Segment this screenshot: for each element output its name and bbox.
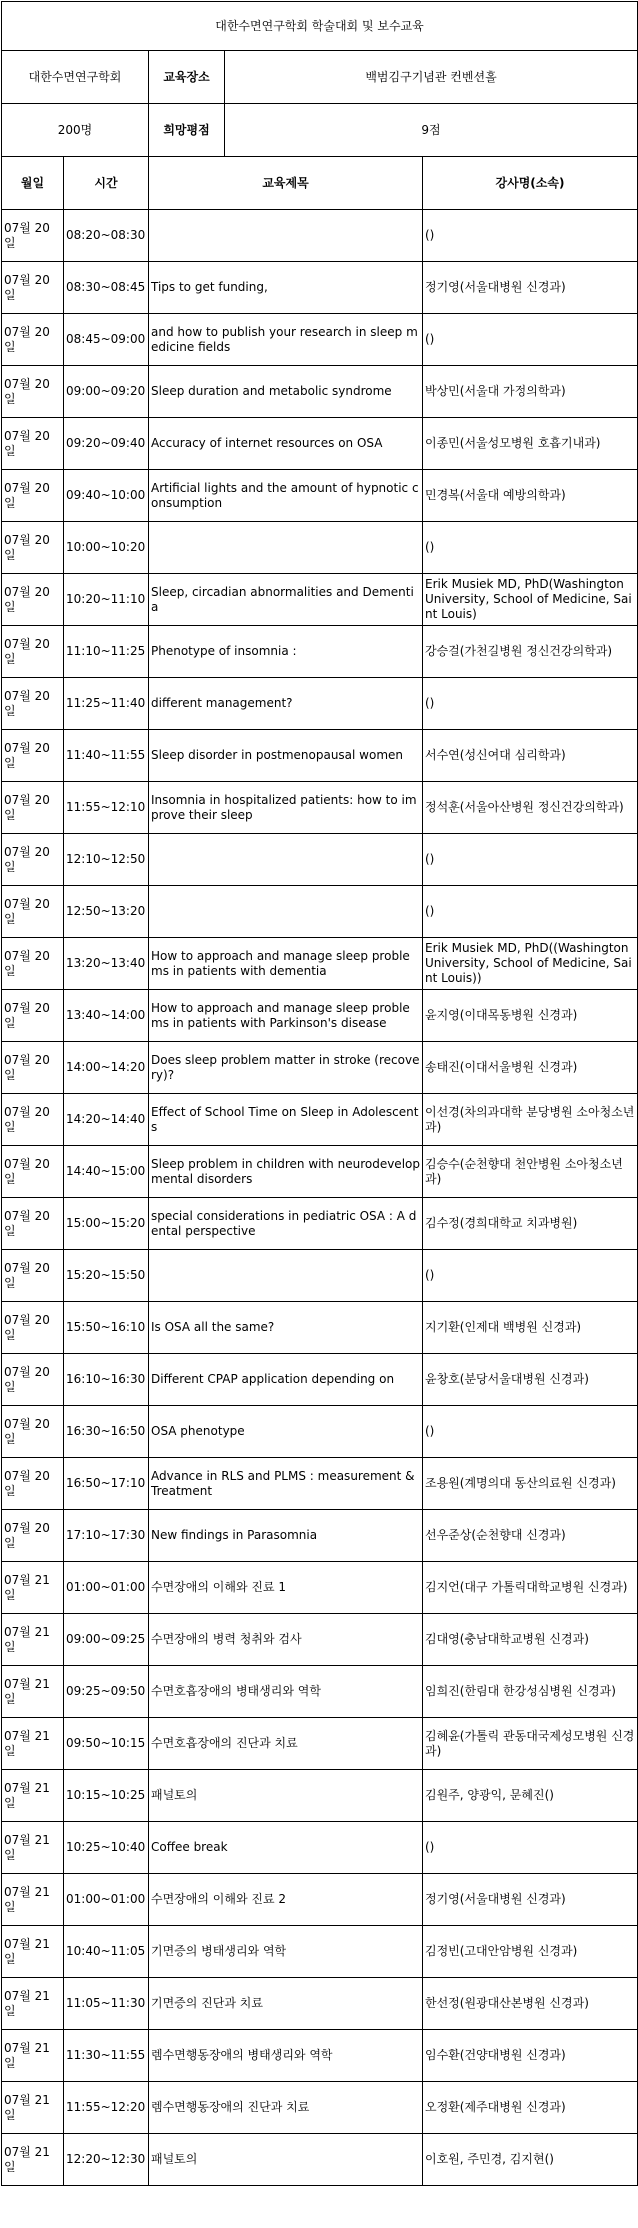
table-row — [2, 470, 638, 522]
row-time: 16:50~17:10 — [64, 1458, 149, 1510]
row-time: 11:10~11:25 — [64, 626, 149, 678]
table-row — [2, 678, 638, 730]
row-speaker: () — [423, 886, 638, 938]
row-date: 07월 20일 — [2, 678, 64, 730]
row-date: 07월 21일 — [2, 1770, 64, 1822]
row-speaker: 김정빈(고대안암병원 신경과) — [423, 1926, 638, 1978]
table-row — [2, 1354, 638, 1406]
row-date: 07월 20일 — [2, 1094, 64, 1146]
page-title: 대한수면연구학회 학술대회 및 보수교육 — [2, 2, 638, 51]
row-speaker: 정석훈(서울아산병원 정신건강의학과) — [423, 782, 638, 834]
row-speaker: 김지언(대구 가톨릭대학교병원 신경과) — [423, 1562, 638, 1614]
row-topic: Insomnia in hospitalized patients: how to improve their sleep — [149, 782, 423, 834]
table-row — [2, 626, 638, 678]
row-date: 07월 20일 — [2, 938, 64, 990]
row-time: 12:20~12:30 — [64, 2134, 149, 2186]
row-date: 07월 21일 — [2, 1718, 64, 1770]
row-topic: Sleep, circadian abnormalities and Dementia — [149, 574, 423, 626]
row-date: 07월 20일 — [2, 470, 64, 522]
table-row — [2, 782, 638, 834]
table-row — [2, 262, 638, 314]
table-row — [2, 314, 638, 366]
row-topic: special considerations in pediatric OSA : A dental perspective — [149, 1198, 423, 1250]
row-time: 14:00~14:20 — [64, 1042, 149, 1094]
row-speaker: 강승걸(가천길병원 정신건강의학과) — [423, 626, 638, 678]
row-time: 10:25~10:40 — [64, 1822, 149, 1874]
row-time: 11:55~12:10 — [64, 782, 149, 834]
row-speaker: () — [423, 678, 638, 730]
row-speaker: 김원주, 양광익, 문혜진() — [423, 1770, 638, 1822]
row-speaker: () — [423, 1250, 638, 1302]
row-time: 01:00~01:00 — [64, 1874, 149, 1926]
row-topic: Is OSA all the same? — [149, 1302, 423, 1354]
row-date: 07월 20일 — [2, 834, 64, 886]
venue-label: 교육장소 — [149, 51, 225, 104]
row-topic: Phenotype of insomnia : — [149, 626, 423, 678]
row-speaker: () — [423, 834, 638, 886]
row-speaker: 김대영(충남대학교병원 신경과) — [423, 1614, 638, 1666]
row-topic — [149, 522, 423, 574]
row-date: 07월 21일 — [2, 1978, 64, 2030]
row-time: 09:40~10:00 — [64, 470, 149, 522]
table-row — [2, 1926, 638, 1978]
row-time: 15:00~15:20 — [64, 1198, 149, 1250]
row-date: 07월 20일 — [2, 314, 64, 366]
row-date: 07월 20일 — [2, 1458, 64, 1510]
row-time: 14:40~15:00 — [64, 1146, 149, 1198]
row-time: 11:55~12:20 — [64, 2082, 149, 2134]
table-row — [2, 1562, 638, 1614]
row-speaker: 임수환(건양대병원 신경과) — [423, 2030, 638, 2082]
table-row — [2, 1718, 638, 1770]
row-speaker: 선우준상(순천향대 신경과) — [423, 1510, 638, 1562]
row-date: 07월 21일 — [2, 2134, 64, 2186]
row-time: 09:20~09:40 — [64, 418, 149, 470]
table-row — [2, 1094, 638, 1146]
row-date: 07월 21일 — [2, 1614, 64, 1666]
table-row — [2, 1198, 638, 1250]
table-row — [2, 1978, 638, 2030]
table-row — [2, 1042, 638, 1094]
row-topic — [149, 886, 423, 938]
schedule-table-body — [2, 2, 638, 2186]
row-time: 10:00~10:20 — [64, 522, 149, 574]
row-topic: 패널토의 — [149, 2134, 423, 2186]
header-row — [2, 157, 638, 210]
table-row — [2, 1822, 638, 1874]
table-row — [2, 2134, 638, 2186]
table-row — [2, 210, 638, 262]
header-speaker: 강사명(소속) — [423, 157, 638, 210]
row-speaker: Erik Musiek MD, PhD(Washington University, School of Medicine, Saint Louis) — [423, 574, 638, 626]
row-speaker: 윤지영(이대목동병원 신경과) — [423, 990, 638, 1042]
row-topic — [149, 834, 423, 886]
row-speaker: () — [423, 1822, 638, 1874]
row-speaker: () — [423, 314, 638, 366]
row-time: 09:00~09:20 — [64, 366, 149, 418]
table-row — [2, 886, 638, 938]
row-time: 08:45~09:00 — [64, 314, 149, 366]
row-topic: Coffee break — [149, 1822, 423, 1874]
row-time: 17:10~17:30 — [64, 1510, 149, 1562]
row-speaker: Erik Musiek MD, PhD((Washington University, School of Medicine, Saint Louis)) — [423, 938, 638, 990]
table-row — [2, 1458, 638, 1510]
row-speaker: 지기환(인제대 백병원 신경과) — [423, 1302, 638, 1354]
row-topic: New findings in Parasomnia — [149, 1510, 423, 1562]
table-row — [2, 1406, 638, 1458]
table-row — [2, 1874, 638, 1926]
table-row — [2, 730, 638, 782]
row-speaker: 정기영(서울대병원 신경과) — [423, 1874, 638, 1926]
row-time: 11:25~11:40 — [64, 678, 149, 730]
row-topic: 기면증의 병태생리와 역학 — [149, 1926, 423, 1978]
header-topic: 교육제목 — [149, 157, 423, 210]
table-row — [2, 938, 638, 990]
header-time: 시간 — [64, 157, 149, 210]
row-topic: 기면증의 진단과 치료 — [149, 1978, 423, 2030]
row-date: 07월 21일 — [2, 1874, 64, 1926]
table-row — [2, 1770, 638, 1822]
row-topic: and how to publish your research in sleep medicine fields — [149, 314, 423, 366]
info-row-capacity — [2, 104, 638, 157]
table-row — [2, 834, 638, 886]
row-topic: 수면호흡장애의 진단과 치료 — [149, 1718, 423, 1770]
row-speaker: 김승수(순천향대 천안병원 소아청소년과) — [423, 1146, 638, 1198]
row-date: 07월 20일 — [2, 1146, 64, 1198]
table-row — [2, 418, 638, 470]
row-time: 10:20~11:10 — [64, 574, 149, 626]
row-topic: Does sleep problem matter in stroke (recovery)? — [149, 1042, 423, 1094]
row-speaker: 이선경(차의과대학 분당병원 소아청소년과) — [423, 1094, 638, 1146]
row-date: 07월 20일 — [2, 626, 64, 678]
row-time: 11:30~11:55 — [64, 2030, 149, 2082]
row-topic: Sleep duration and metabolic syndrome — [149, 366, 423, 418]
points-value: 9점 — [225, 104, 638, 157]
table-row — [2, 1250, 638, 1302]
schedule-table — [1, 1, 638, 2186]
row-topic: Tips to get funding, — [149, 262, 423, 314]
row-time: 16:30~16:50 — [64, 1406, 149, 1458]
row-topic: 수면장애의 이해와 진료 1 — [149, 1562, 423, 1614]
table-row — [2, 366, 638, 418]
row-speaker: 이호원, 주민경, 김지현() — [423, 2134, 638, 2186]
row-speaker: 한선정(원광대산본병원 신경과) — [423, 1978, 638, 2030]
row-date: 07월 20일 — [2, 1198, 64, 1250]
row-speaker: 윤창호(분당서울대병원 신경과) — [423, 1354, 638, 1406]
table-row — [2, 2082, 638, 2134]
table-row — [2, 990, 638, 1042]
row-topic: 렘수면행동장애의 진단과 치료 — [149, 2082, 423, 2134]
row-speaker: 김수정(경희대학교 치과병원) — [423, 1198, 638, 1250]
header-date: 월일 — [2, 157, 64, 210]
row-topic: Advance in RLS and PLMS : measurement & Treatment — [149, 1458, 423, 1510]
row-date: 07월 21일 — [2, 2082, 64, 2134]
organizer-name: 대한수면연구학회 — [2, 51, 149, 104]
row-time: 08:30~08:45 — [64, 262, 149, 314]
table-row — [2, 2030, 638, 2082]
row-date: 07월 20일 — [2, 1250, 64, 1302]
row-topic: How to approach and manage sleep problems in patients with dementia — [149, 938, 423, 990]
row-date: 07월 20일 — [2, 366, 64, 418]
row-time: 12:50~13:20 — [64, 886, 149, 938]
row-date: 07월 20일 — [2, 418, 64, 470]
row-topic: different management? — [149, 678, 423, 730]
row-date: 07월 20일 — [2, 262, 64, 314]
row-date: 07월 20일 — [2, 1354, 64, 1406]
row-date: 07월 20일 — [2, 730, 64, 782]
row-topic: Artificial lights and the amount of hypnotic consumption — [149, 470, 423, 522]
capacity-value: 200명 — [2, 104, 149, 157]
row-time: 12:10~12:50 — [64, 834, 149, 886]
row-time: 13:40~14:00 — [64, 990, 149, 1042]
row-topic: OSA phenotype — [149, 1406, 423, 1458]
row-topic: How to approach and manage sleep problems in patients with Parkinson's disease — [149, 990, 423, 1042]
venue-value: 백범김구기념관 컨벤션홀 — [225, 51, 638, 104]
row-date: 07월 20일 — [2, 1042, 64, 1094]
row-speaker: () — [423, 522, 638, 574]
row-time: 09:00~09:25 — [64, 1614, 149, 1666]
row-speaker: () — [423, 1406, 638, 1458]
row-time: 16:10~16:30 — [64, 1354, 149, 1406]
table-row — [2, 574, 638, 626]
table-row — [2, 1302, 638, 1354]
row-time: 15:20~15:50 — [64, 1250, 149, 1302]
row-speaker: () — [423, 210, 638, 262]
row-date: 07월 20일 — [2, 886, 64, 938]
row-speaker: 민경복(서울대 예방의학과) — [423, 470, 638, 522]
row-speaker: 조용원(계명의대 동산의료원 신경과) — [423, 1458, 638, 1510]
table-row — [2, 1510, 638, 1562]
row-time: 08:20~08:30 — [64, 210, 149, 262]
row-date: 07월 20일 — [2, 782, 64, 834]
row-topic: 패널토의 — [149, 1770, 423, 1822]
row-time: 09:25~09:50 — [64, 1666, 149, 1718]
row-time: 11:05~11:30 — [64, 1978, 149, 2030]
table-row — [2, 1614, 638, 1666]
row-time: 13:20~13:40 — [64, 938, 149, 990]
row-speaker: 송태진(이대서울병원 신경과) — [423, 1042, 638, 1094]
table-row — [2, 522, 638, 574]
row-time: 15:50~16:10 — [64, 1302, 149, 1354]
row-date: 07월 20일 — [2, 1406, 64, 1458]
title-row — [2, 2, 638, 51]
row-speaker: 오정환(제주대병원 신경과) — [423, 2082, 638, 2134]
row-date: 07월 20일 — [2, 210, 64, 262]
row-topic — [149, 210, 423, 262]
row-date: 07월 20일 — [2, 522, 64, 574]
row-speaker: 박상민(서울대 가정의학과) — [423, 366, 638, 418]
row-date: 07월 20일 — [2, 574, 64, 626]
row-topic: Sleep problem in children with neurodevelopmental disorders — [149, 1146, 423, 1198]
row-speaker: 임희진(한림대 한강성심병원 신경과) — [423, 1666, 638, 1718]
row-time: 09:50~10:15 — [64, 1718, 149, 1770]
row-date: 07월 21일 — [2, 1666, 64, 1718]
row-time: 11:40~11:55 — [64, 730, 149, 782]
row-speaker: 서수연(성신여대 심리학과) — [423, 730, 638, 782]
row-time: 01:00~01:00 — [64, 1562, 149, 1614]
row-date: 07월 21일 — [2, 2030, 64, 2082]
row-date: 07월 21일 — [2, 1562, 64, 1614]
row-topic — [149, 1250, 423, 1302]
row-speaker: 김혜윤(가톨릭 관동대국제성모병원 신경과) — [423, 1718, 638, 1770]
row-topic: Effect of School Time on Sleep in Adolescents — [149, 1094, 423, 1146]
row-time: 14:20~14:40 — [64, 1094, 149, 1146]
table-row — [2, 1666, 638, 1718]
row-date: 07월 20일 — [2, 1510, 64, 1562]
row-date: 07월 20일 — [2, 1302, 64, 1354]
row-time: 10:15~10:25 — [64, 1770, 149, 1822]
row-topic: 수면장애의 병력 청취와 검사 — [149, 1614, 423, 1666]
row-topic: Sleep disorder in postmenopausal women — [149, 730, 423, 782]
row-topic: 수면장애의 이해와 진료 2 — [149, 1874, 423, 1926]
row-topic: 수면호흡장애의 병태생리와 역학 — [149, 1666, 423, 1718]
row-speaker: 정기영(서울대병원 신경과) — [423, 262, 638, 314]
row-time: 10:40~11:05 — [64, 1926, 149, 1978]
table-row — [2, 1146, 638, 1198]
row-topic: 렘수면행동장애의 병태생리와 역학 — [149, 2030, 423, 2082]
row-date: 07월 20일 — [2, 990, 64, 1042]
row-date: 07월 21일 — [2, 1926, 64, 1978]
info-row-venue — [2, 51, 638, 104]
row-speaker: 이종민(서울성모병원 호흡기내과) — [423, 418, 638, 470]
row-topic: Different CPAP application depending on — [149, 1354, 423, 1406]
points-label: 희망평점 — [149, 104, 225, 157]
row-date: 07월 21일 — [2, 1822, 64, 1874]
row-topic: Accuracy of internet resources on OSA — [149, 418, 423, 470]
